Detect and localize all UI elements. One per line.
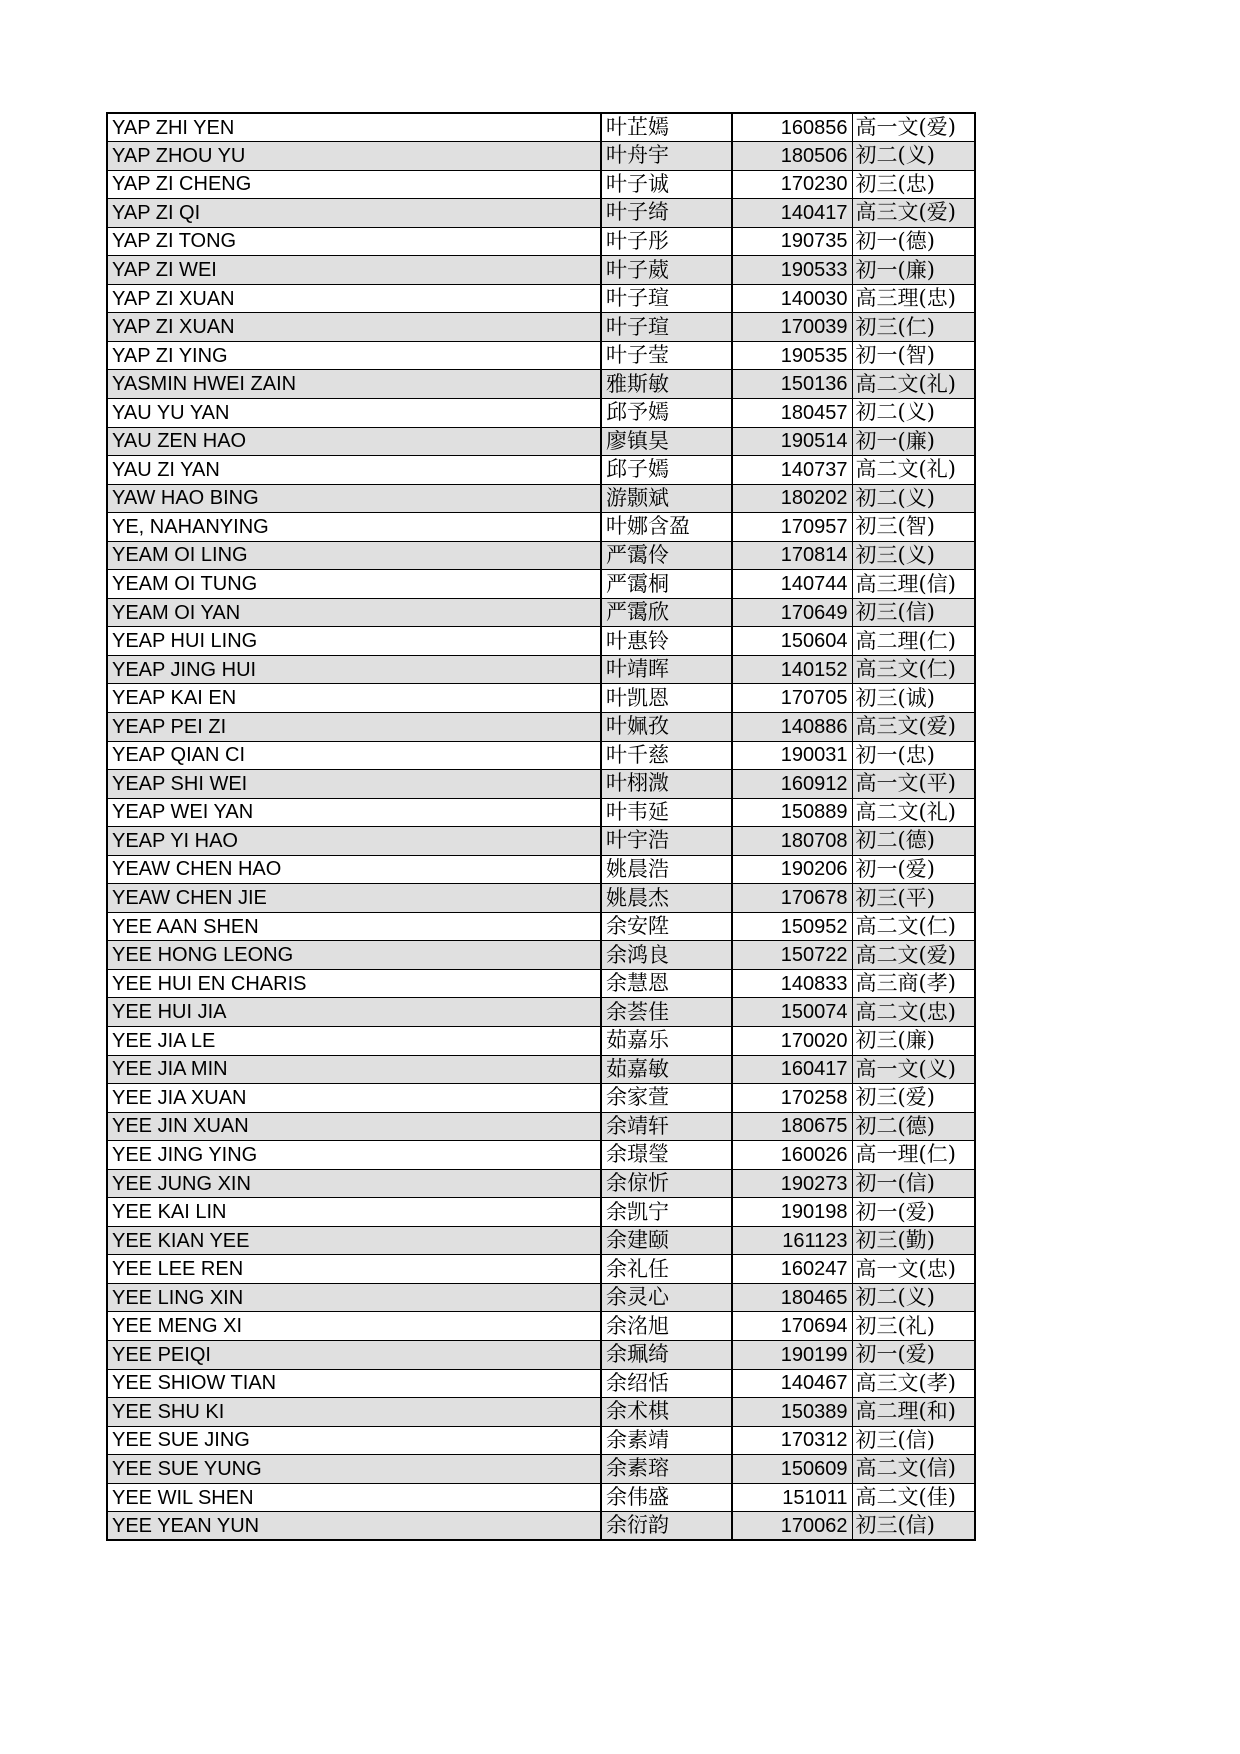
table-row (107, 1512, 975, 1541)
student-id-cell: 180506 (732, 142, 852, 171)
student-name-cell: YEE AAN SHEN (107, 912, 601, 941)
table-row (107, 170, 975, 199)
student-name-cell: YEE HUI JIA (107, 998, 601, 1027)
class-cell: 高三文(爱) (852, 199, 975, 228)
student-id-cell: 170312 (732, 1426, 852, 1455)
student-name-cell: YAU ZI YAN (107, 456, 601, 485)
table-row (107, 855, 975, 884)
student-name-cell: YEE JIA LE (107, 1027, 601, 1056)
student-id-cell: 150136 (732, 370, 852, 399)
chinese-name-cell: 余家萱 (601, 1084, 732, 1113)
chinese-name-cell: 叶娜含盈 (601, 513, 732, 542)
chinese-name-cell: 余灵心 (601, 1283, 732, 1312)
chinese-name-cell: 叶千慈 (601, 741, 732, 770)
student-id-cell: 140467 (732, 1369, 852, 1398)
student-name-cell: YEE JIN XUAN (107, 1112, 601, 1141)
student-name-cell: YEE MENG XI (107, 1312, 601, 1341)
student-id-cell: 190198 (732, 1198, 852, 1227)
student-id-cell: 170957 (732, 513, 852, 542)
class-cell: 高二理(和) (852, 1398, 975, 1427)
chinese-name-cell: 游颢斌 (601, 484, 732, 513)
chinese-name-cell: 叶韦延 (601, 798, 732, 827)
chinese-name-cell: 叶舟宇 (601, 142, 732, 171)
chinese-name-cell: 余衍韵 (601, 1512, 732, 1541)
table-row (107, 398, 975, 427)
student-name-cell: YEAP HUI LING (107, 627, 601, 656)
chinese-name-cell: 叶子瑄 (601, 313, 732, 342)
chinese-name-cell: 余绍恬 (601, 1369, 732, 1398)
class-cell: 初三(诚) (852, 684, 975, 713)
chinese-name-cell: 叶子莹 (601, 341, 732, 370)
class-cell: 高三文(爱) (852, 712, 975, 741)
student-id-cell: 160417 (732, 1055, 852, 1084)
student-name-cell: YEAW CHEN HAO (107, 855, 601, 884)
student-name-cell: YEE LING XIN (107, 1283, 601, 1312)
student-id-cell: 170039 (732, 313, 852, 342)
class-cell: 初三(信) (852, 1512, 975, 1541)
table-row (107, 199, 975, 228)
student-name-cell: YAP ZI CHENG (107, 170, 601, 199)
table-row (107, 969, 975, 998)
chinese-name-cell: 余鸿良 (601, 941, 732, 970)
chinese-name-cell: 余素瑢 (601, 1455, 732, 1484)
table-row (107, 313, 975, 342)
class-cell: 高三理(信) (852, 570, 975, 599)
class-cell: 高二文(爱) (852, 941, 975, 970)
chinese-name-cell: 叶惠铃 (601, 627, 732, 656)
class-cell: 初三(仁) (852, 313, 975, 342)
table-row (107, 1027, 975, 1056)
table-row (107, 1283, 975, 1312)
chinese-name-cell: 严霭欣 (601, 598, 732, 627)
student-name-cell: YEAP WEI YAN (107, 798, 601, 827)
student-id-cell: 140886 (732, 712, 852, 741)
table-row (107, 1084, 975, 1113)
table-row (107, 1369, 975, 1398)
student-id-cell: 190199 (732, 1341, 852, 1370)
class-cell: 初三(智) (852, 513, 975, 542)
student-id-cell: 170694 (732, 1312, 852, 1341)
class-cell: 初三(廉) (852, 1027, 975, 1056)
student-name-cell: YEAM OI TUNG (107, 570, 601, 599)
table-row (107, 1055, 975, 1084)
table-row (107, 513, 975, 542)
class-cell: 高一文(义) (852, 1055, 975, 1084)
chinese-name-cell: 叶靖晖 (601, 655, 732, 684)
student-id-cell: 180675 (732, 1112, 852, 1141)
chinese-name-cell: 余靖轩 (601, 1112, 732, 1141)
student-id-cell: 150074 (732, 998, 852, 1027)
student-id-cell: 160026 (732, 1141, 852, 1170)
student-name-cell: YEAM OI YAN (107, 598, 601, 627)
class-cell: 初二(义) (852, 142, 975, 171)
student-id-cell: 170705 (732, 684, 852, 713)
student-name-cell: YEE KIAN YEE (107, 1226, 601, 1255)
chinese-name-cell: 严霭桐 (601, 570, 732, 599)
table-row (107, 1226, 975, 1255)
student-name-cell: YAP ZI YING (107, 341, 601, 370)
student-id-cell: 180457 (732, 398, 852, 427)
table-row (107, 256, 975, 285)
student-name-cell: YAP ZI WEI (107, 256, 601, 285)
student-id-cell: 140737 (732, 456, 852, 485)
student-name-cell: YAU ZEN HAO (107, 427, 601, 456)
student-name-cell: YAP ZI XUAN (107, 313, 601, 342)
class-cell: 高二文(佳) (852, 1483, 975, 1512)
class-cell: 初一(信) (852, 1169, 975, 1198)
class-cell: 初三(平) (852, 884, 975, 913)
student-id-cell: 140030 (732, 284, 852, 313)
class-cell: 高三文(仁) (852, 655, 975, 684)
student-id-cell: 150952 (732, 912, 852, 941)
table-row (107, 627, 975, 656)
chinese-name-cell: 茹嘉乐 (601, 1027, 732, 1056)
student-id-cell: 170230 (732, 170, 852, 199)
chinese-name-cell: 余倞忻 (601, 1169, 732, 1198)
chinese-name-cell: 雅斯敏 (601, 370, 732, 399)
student-name-cell: YEE SHU KI (107, 1398, 601, 1427)
class-cell: 高三理(忠) (852, 284, 975, 313)
table-row (107, 284, 975, 313)
class-cell: 高二文(礼) (852, 798, 975, 827)
student-id-cell: 150604 (732, 627, 852, 656)
student-name-cell: YEE KAI LIN (107, 1198, 601, 1227)
student-name-cell: YEE HUI EN CHARIS (107, 969, 601, 998)
chinese-name-cell: 叶子绮 (601, 199, 732, 228)
table-row (107, 1198, 975, 1227)
student-name-cell: YEAP SHI WEI (107, 770, 601, 799)
student-id-cell: 180465 (732, 1283, 852, 1312)
class-cell: 初一(智) (852, 341, 975, 370)
class-cell: 高二文(忠) (852, 998, 975, 1027)
class-cell: 初一(爱) (852, 855, 975, 884)
chinese-name-cell: 廖镇昊 (601, 427, 732, 456)
student-name-cell: YEAP KAI EN (107, 684, 601, 713)
student-id-cell: 161123 (732, 1226, 852, 1255)
student-id-cell: 170062 (732, 1512, 852, 1541)
student-id-cell: 190273 (732, 1169, 852, 1198)
student-name-cell: YEE HONG LEONG (107, 941, 601, 970)
student-name-cell: YEAP JING HUI (107, 655, 601, 684)
chinese-name-cell: 余建颐 (601, 1226, 732, 1255)
student-name-cell: YAP ZI TONG (107, 227, 601, 256)
table-row (107, 827, 975, 856)
chinese-name-cell: 余璟瑩 (601, 1141, 732, 1170)
student-name-cell: YEAP YI HAO (107, 827, 601, 856)
class-cell: 初三(爱) (852, 1084, 975, 1113)
roster-body (107, 113, 975, 1540)
table-row (107, 598, 975, 627)
table-row (107, 1112, 975, 1141)
chinese-name-cell: 姚晨杰 (601, 884, 732, 913)
student-id-cell: 150389 (732, 1398, 852, 1427)
student-name-cell: YEE JUNG XIN (107, 1169, 601, 1198)
table-row (107, 655, 975, 684)
table-row (107, 341, 975, 370)
student-id-cell: 170678 (732, 884, 852, 913)
class-cell: 高一文(平) (852, 770, 975, 799)
student-name-cell: YE, NAHANYING (107, 513, 601, 542)
table-row (107, 570, 975, 599)
student-name-cell: YEE JING YING (107, 1141, 601, 1170)
class-cell: 高三文(孝) (852, 1369, 975, 1398)
class-cell: 初三(忠) (852, 170, 975, 199)
student-id-cell: 170020 (732, 1027, 852, 1056)
student-name-cell: YEE LEE REN (107, 1255, 601, 1284)
student-name-cell: YEAW CHEN JIE (107, 884, 601, 913)
chinese-name-cell: 余安陞 (601, 912, 732, 941)
table-row (107, 1398, 975, 1427)
class-cell: 初三(勤) (852, 1226, 975, 1255)
student-id-cell: 190031 (732, 741, 852, 770)
table-row (107, 227, 975, 256)
chinese-name-cell: 叶宇浩 (601, 827, 732, 856)
table-row (107, 941, 975, 970)
class-cell: 高三商(孝) (852, 969, 975, 998)
table-row (107, 712, 975, 741)
student-id-cell: 160912 (732, 770, 852, 799)
student-name-cell: YEE SUE JING (107, 1426, 601, 1455)
class-cell: 高二文(信) (852, 1455, 975, 1484)
chinese-name-cell: 叶子葳 (601, 256, 732, 285)
student-id-cell: 170649 (732, 598, 852, 627)
student-id-cell: 190533 (732, 256, 852, 285)
table-row (107, 484, 975, 513)
table-row (107, 1312, 975, 1341)
student-name-cell: YEAP PEI ZI (107, 712, 601, 741)
table-row (107, 1341, 975, 1370)
class-cell: 初一(爱) (852, 1198, 975, 1227)
table-row (107, 912, 975, 941)
class-cell: 高二文(礼) (852, 456, 975, 485)
class-cell: 高二文(仁) (852, 912, 975, 941)
student-id-cell: 160247 (732, 1255, 852, 1284)
table-row (107, 1255, 975, 1284)
chinese-name-cell: 余凯宁 (601, 1198, 732, 1227)
table-row (107, 998, 975, 1027)
student-id-cell: 140152 (732, 655, 852, 684)
student-name-cell: YEE YEAN YUN (107, 1512, 601, 1541)
student-name-cell: YEE JIA XUAN (107, 1084, 601, 1113)
chinese-name-cell: 邱子嫣 (601, 456, 732, 485)
table-row (107, 1169, 975, 1198)
chinese-name-cell: 叶姵孜 (601, 712, 732, 741)
chinese-name-cell: 余洺旭 (601, 1312, 732, 1341)
student-name-cell: YASMIN HWEI ZAIN (107, 370, 601, 399)
class-cell: 初一(廉) (852, 256, 975, 285)
student-name-cell: YEE WIL SHEN (107, 1483, 601, 1512)
student-id-cell: 140417 (732, 199, 852, 228)
class-cell: 初二(义) (852, 1283, 975, 1312)
student-id-cell: 160856 (732, 113, 852, 142)
student-name-cell: YEE PEIQI (107, 1341, 601, 1370)
class-cell: 高二理(仁) (852, 627, 975, 656)
chinese-name-cell: 余伟盛 (601, 1483, 732, 1512)
table-row (107, 1483, 975, 1512)
student-id-cell: 140744 (732, 570, 852, 599)
student-id-cell: 150722 (732, 941, 852, 970)
class-cell: 初一(德) (852, 227, 975, 256)
class-cell: 高一文(爱) (852, 113, 975, 142)
chinese-name-cell: 叶芷嫣 (601, 113, 732, 142)
student-name-cell: YEE SUE YUNG (107, 1455, 601, 1484)
chinese-name-cell: 余慧恩 (601, 969, 732, 998)
table-row (107, 741, 975, 770)
student-id-cell: 190735 (732, 227, 852, 256)
class-cell: 初一(廉) (852, 427, 975, 456)
table-row (107, 884, 975, 913)
table-row (107, 541, 975, 570)
class-cell: 高二文(礼) (852, 370, 975, 399)
student-id-cell: 170258 (732, 1084, 852, 1113)
student-name-cell: YEAM OI LING (107, 541, 601, 570)
chinese-name-cell: 余礼任 (601, 1255, 732, 1284)
chinese-name-cell: 余珮绮 (601, 1341, 732, 1370)
table-row (107, 456, 975, 485)
student-id-cell: 140833 (732, 969, 852, 998)
chinese-name-cell: 叶凯恩 (601, 684, 732, 713)
student-id-cell: 150609 (732, 1455, 852, 1484)
chinese-name-cell: 叶子瑄 (601, 284, 732, 313)
table-row (107, 798, 975, 827)
table-row (107, 370, 975, 399)
student-name-cell: YAU YU YAN (107, 398, 601, 427)
student-id-cell: 180202 (732, 484, 852, 513)
class-cell: 初二(德) (852, 827, 975, 856)
class-cell: 初三(义) (852, 541, 975, 570)
chinese-name-cell: 余荟佳 (601, 998, 732, 1027)
table-row (107, 684, 975, 713)
student-name-cell: YEE SHIOW TIAN (107, 1369, 601, 1398)
student-name-cell: YAW HAO BING (107, 484, 601, 513)
class-cell: 高一文(忠) (852, 1255, 975, 1284)
student-id-cell: 151011 (732, 1483, 852, 1512)
student-name-cell: YAP ZHI YEN (107, 113, 601, 142)
class-cell: 初一(爱) (852, 1341, 975, 1370)
chinese-name-cell: 茹嘉敏 (601, 1055, 732, 1084)
student-id-cell: 190535 (732, 341, 852, 370)
class-cell: 初二(义) (852, 398, 975, 427)
chinese-name-cell: 余术棋 (601, 1398, 732, 1427)
chinese-name-cell: 姚晨浩 (601, 855, 732, 884)
class-cell: 初三(信) (852, 598, 975, 627)
table-row (107, 1455, 975, 1484)
class-cell: 高一理(仁) (852, 1141, 975, 1170)
student-id-cell: 180708 (732, 827, 852, 856)
class-cell: 初二(德) (852, 1112, 975, 1141)
student-roster-table (106, 112, 976, 1541)
table-row (107, 1426, 975, 1455)
student-id-cell: 190514 (732, 427, 852, 456)
student-id-cell: 150889 (732, 798, 852, 827)
class-cell: 初二(义) (852, 484, 975, 513)
chinese-name-cell: 严霭伶 (601, 541, 732, 570)
student-id-cell: 170814 (732, 541, 852, 570)
chinese-name-cell: 邱予嫣 (601, 398, 732, 427)
table-row (107, 1141, 975, 1170)
class-cell: 初三(礼) (852, 1312, 975, 1341)
student-name-cell: YAP ZHOU YU (107, 142, 601, 171)
student-name-cell: YAP ZI QI (107, 199, 601, 228)
student-name-cell: YEE JIA MIN (107, 1055, 601, 1084)
chinese-name-cell: 叶子彤 (601, 227, 732, 256)
chinese-name-cell: 叶栩溦 (601, 770, 732, 799)
chinese-name-cell: 叶子诚 (601, 170, 732, 199)
student-id-cell: 190206 (732, 855, 852, 884)
student-name-cell: YAP ZI XUAN (107, 284, 601, 313)
class-cell: 初三(信) (852, 1426, 975, 1455)
table-row (107, 770, 975, 799)
class-cell: 初一(忠) (852, 741, 975, 770)
table-row (107, 142, 975, 171)
student-name-cell: YEAP QIAN CI (107, 741, 601, 770)
table-row (107, 113, 975, 142)
table-row (107, 427, 975, 456)
chinese-name-cell: 余素靖 (601, 1426, 732, 1455)
